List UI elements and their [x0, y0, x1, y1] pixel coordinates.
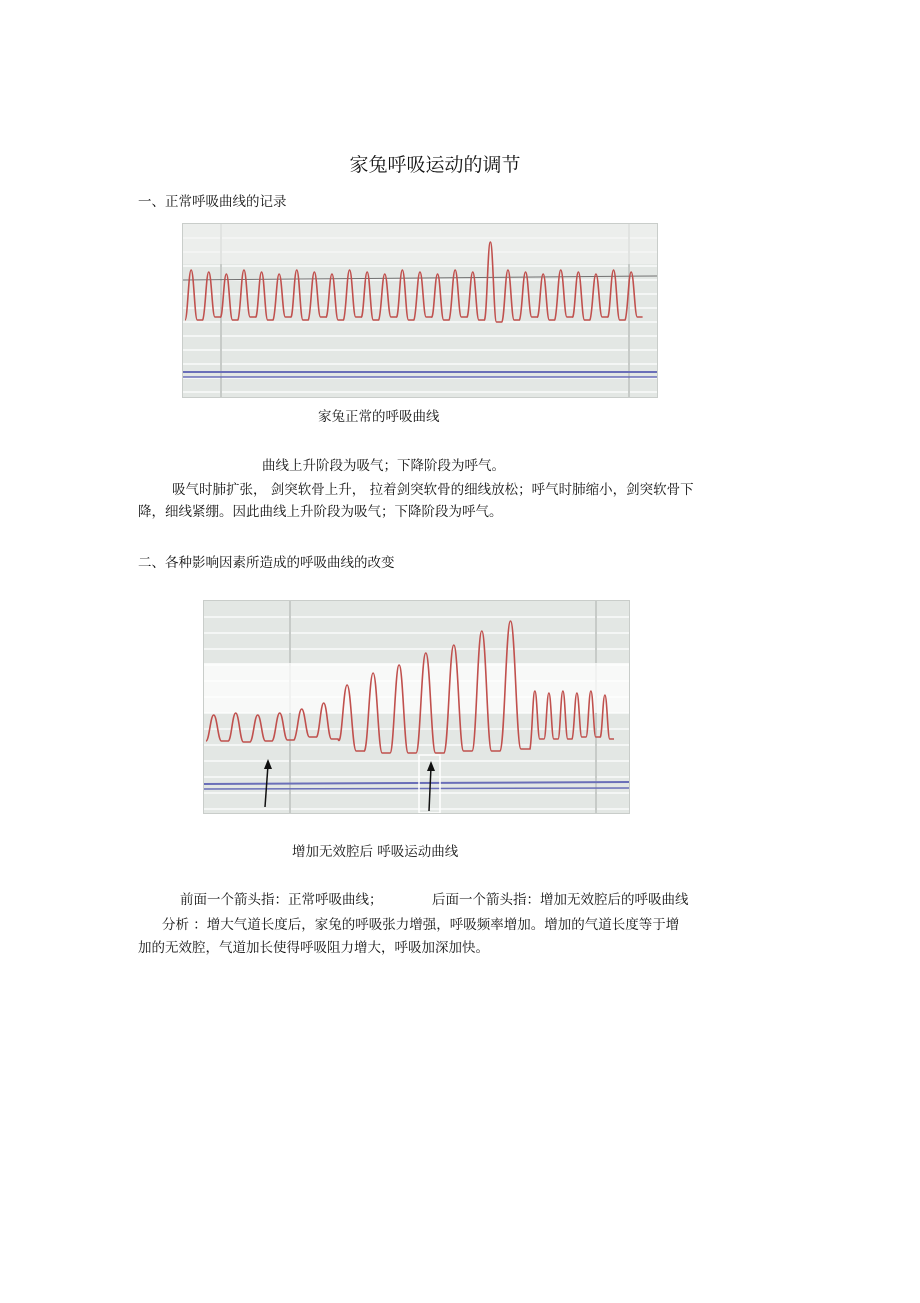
dead-space-trace-svg	[204, 601, 629, 813]
page-title: 家兔呼吸运动的调节	[349, 154, 521, 176]
section1-explanation-line1: 吸气时肺扩张， 剑突软骨上升， 拉着剑突软骨的细线放松；呼气时肺缩小，剑突软骨下	[172, 482, 694, 498]
analysis-line2: 加的无效腔，气道加长使得呼吸阻力增大，呼吸加深加快。	[138, 940, 489, 956]
arrow-dead-space-head	[427, 761, 435, 771]
baseline	[204, 782, 629, 784]
arrow-dead-space-shaft	[429, 767, 431, 811]
normal-breathing-figure	[182, 223, 658, 398]
arrow-note-front: 前面一个箭头指：正常呼吸曲线；	[180, 892, 383, 908]
section1-heading: 一、正常呼吸曲线的记录	[138, 194, 287, 210]
figure2-caption: 增加无效腔后 呼吸运动曲线	[292, 844, 459, 860]
section2-heading: 二、各种影响因素所造成的呼吸曲线的改变	[138, 555, 395, 571]
analysis-line1: 分析 ：增大气道长度后，家兔的呼吸张力增强，呼吸频率增加。增加的气道长度等于增	[162, 917, 680, 933]
arrow-note-back: 后面一个箭头指：增加无效腔后的呼吸曲线	[432, 892, 689, 908]
figure1-caption: 家兔正常的呼吸曲线	[318, 409, 440, 425]
baseline	[204, 788, 629, 789]
section1-explanation-line2: 降，细线紧绷。因此曲线上升阶段为吸气；下降阶段为呼气。	[138, 504, 503, 520]
paper-highlight	[183, 224, 657, 264]
dead-space-breathing-figure	[203, 600, 630, 814]
normal-breathing-trace-svg	[183, 224, 657, 397]
arrow-normal-shaft	[265, 765, 268, 807]
section1-summary: 曲线上升阶段为吸气；下降阶段为呼气。	[262, 458, 505, 474]
